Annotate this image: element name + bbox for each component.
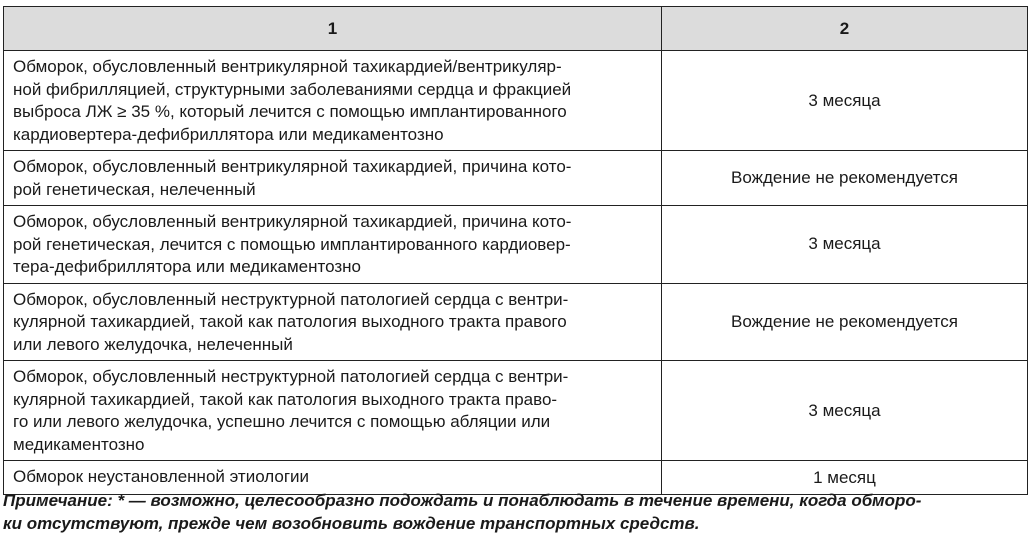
table-note — [3, 489, 1027, 535]
driving-recommendations-table — [3, 6, 1028, 495]
condition-line: или левого желудочка, нелеченный — [13, 334, 293, 354]
condition-line: кулярной тахикардией, такой как патология выходного тракта правого — [13, 312, 567, 331]
condition-line: медикаментозно — [13, 434, 145, 454]
condition-line: кардиовертера-дефибриллятора или медикаментозно — [13, 124, 444, 144]
condition-line: Обморок, обусловленный вентрикулярной тахикардией, причина кото- — [13, 157, 572, 176]
condition-line: кулярной тахикардией, такой как патология выходного тракта право- — [13, 389, 558, 409]
condition-line: Обморок, обусловленный вентрикулярной тахикардией/вентрикуляр- — [13, 57, 562, 76]
condition-line: рой генетическая, нелеченный — [13, 179, 256, 199]
condition-line: Обморок неустановленной этиологии — [13, 467, 310, 486]
recommendation-cell: Вождение не рекомендуется — [662, 151, 1028, 206]
table-row — [4, 361, 1028, 461]
recommendation-cell: 3 месяца — [662, 206, 1028, 284]
condition-line: го или левого желудочка, успешно лечится с помощью абляции или — [13, 412, 551, 431]
recommendation-cell: 3 месяца — [662, 361, 1028, 461]
recommendation-cell: Вождение не рекомендуется — [662, 283, 1028, 361]
condition-cell — [4, 361, 662, 461]
condition-line: рой генетическая, лечится с помощью имплантированного кардиовер- — [13, 234, 571, 254]
table-row — [4, 206, 1028, 284]
table-row — [4, 283, 1028, 361]
note-line: ки отсутствуют, прежде чем возобновить вождение транспортных средств. — [3, 514, 700, 533]
condition-cell — [4, 51, 662, 151]
table-row — [4, 151, 1028, 206]
condition-cell — [4, 206, 662, 284]
table-row — [4, 51, 1028, 151]
column-header-2: 2 — [662, 7, 1028, 51]
recommendation-cell: 3 месяца — [662, 51, 1028, 151]
column-header-1: 1 — [4, 7, 662, 51]
condition-line: Обморок, обусловленный неструктурной патологией сердца с вентри- — [13, 289, 569, 309]
condition-line: Обморок, обусловленный неструктурной патологией сердца с вентри- — [13, 367, 569, 386]
condition-cell — [4, 283, 662, 361]
recommendation-cell: 1 месяц — [662, 461, 1028, 495]
condition-line: тера-дефибриллятора или медикаментозно — [13, 257, 362, 276]
note-line: Примечание: * — возможно, целесообразно подождать и понаблюдать в течение времени, когда обморо- — [3, 491, 922, 510]
table-header-row — [4, 7, 1028, 51]
condition-cell — [4, 151, 662, 206]
condition-line: Обморок, обусловленный вентрикулярной тахикардией, причина кото- — [13, 212, 572, 231]
condition-line: выброса ЛЖ ≥ 35 %, который лечится с помощью имплантированного — [13, 102, 567, 121]
condition-line: ной фибрилляцией, структурными заболеваниями сердца и фракцией — [13, 79, 572, 99]
